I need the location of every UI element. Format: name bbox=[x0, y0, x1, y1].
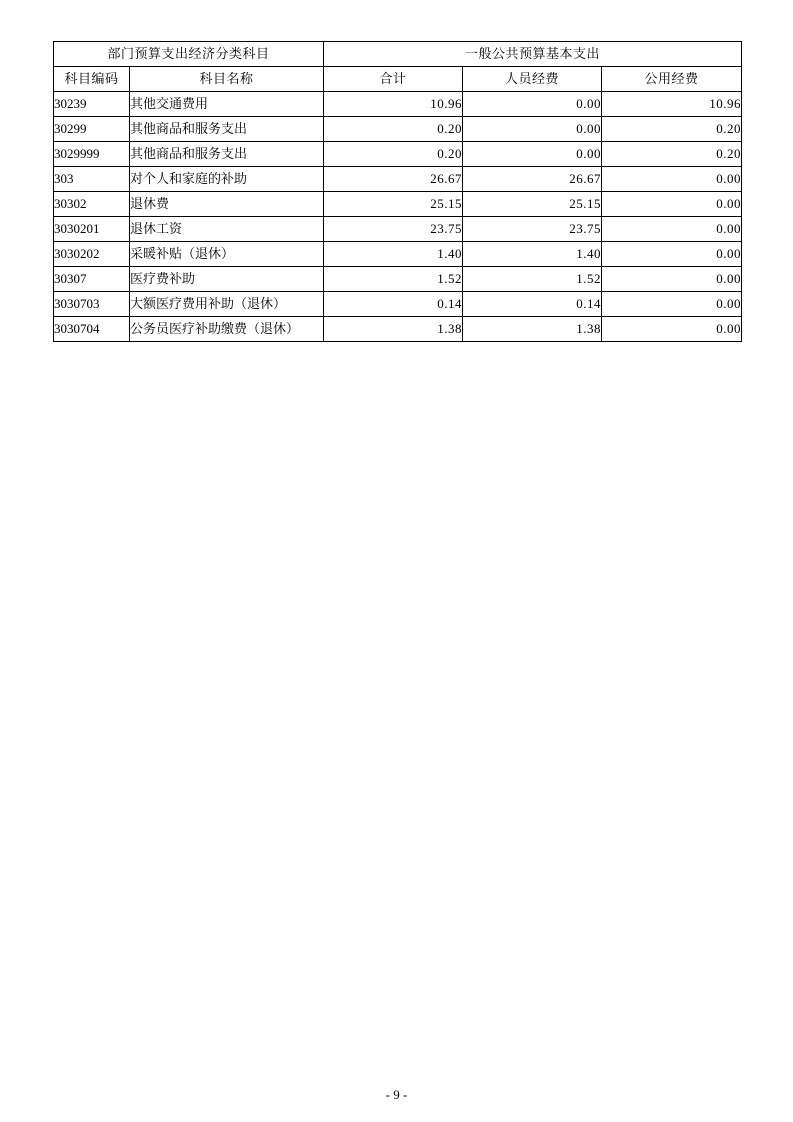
cell-total: 25.15 bbox=[324, 192, 463, 217]
table-row bbox=[54, 192, 742, 217]
cell-total: 26.67 bbox=[324, 167, 463, 192]
cell-personnel: 26.67 bbox=[463, 167, 602, 192]
page-number: - 9 - bbox=[385, 1087, 408, 1102]
cell-personnel: 1.52 bbox=[463, 267, 602, 292]
budget-expenditure-table bbox=[53, 41, 742, 342]
cell-total: 1.40 bbox=[324, 242, 463, 267]
cell-public: 0.00 bbox=[602, 317, 742, 342]
column-header-name: 科目名称 bbox=[130, 67, 324, 92]
cell-personnel: 1.38 bbox=[463, 317, 602, 342]
cell-total: 23.75 bbox=[324, 217, 463, 242]
cell-public: 10.96 bbox=[602, 92, 742, 117]
cell-name: 退休工资 bbox=[130, 217, 324, 242]
cell-total: 1.52 bbox=[324, 267, 463, 292]
cell-name: 其他商品和服务支出 bbox=[130, 117, 324, 142]
cell-total: 0.14 bbox=[324, 292, 463, 317]
table-row bbox=[54, 217, 742, 242]
cell-name: 其他交通费用 bbox=[130, 92, 324, 117]
cell-name: 采暖补贴（退休） bbox=[130, 242, 324, 267]
cell-public: 0.00 bbox=[602, 242, 742, 267]
table-row bbox=[54, 92, 742, 117]
column-header-public: 公用经费 bbox=[602, 67, 742, 92]
table-column-header-row bbox=[54, 67, 742, 92]
cell-code: 3030202 bbox=[54, 242, 130, 267]
column-header-code: 科目编码 bbox=[54, 67, 130, 92]
cell-name: 对个人和家庭的补助 bbox=[130, 167, 324, 192]
cell-code: 303 bbox=[54, 167, 130, 192]
table-row bbox=[54, 292, 742, 317]
cell-public: 0.20 bbox=[602, 117, 742, 142]
cell-code: 3030703 bbox=[54, 292, 130, 317]
cell-name: 退休费 bbox=[130, 192, 324, 217]
cell-personnel: 0.00 bbox=[463, 142, 602, 167]
cell-public: 0.00 bbox=[602, 217, 742, 242]
cell-total: 1.38 bbox=[324, 317, 463, 342]
group-header-left: 部门预算支出经济分类科目 bbox=[54, 42, 324, 67]
cell-name: 其他商品和服务支出 bbox=[130, 142, 324, 167]
table-row bbox=[54, 167, 742, 192]
cell-public: 0.00 bbox=[602, 167, 742, 192]
cell-personnel: 0.14 bbox=[463, 292, 602, 317]
cell-total: 0.20 bbox=[324, 142, 463, 167]
cell-personnel: 23.75 bbox=[463, 217, 602, 242]
column-header-personnel: 人员经费 bbox=[463, 67, 602, 92]
cell-code: 30239 bbox=[54, 92, 130, 117]
cell-name: 医疗费补助 bbox=[130, 267, 324, 292]
table-row bbox=[54, 117, 742, 142]
cell-public: 0.00 bbox=[602, 192, 742, 217]
cell-personnel: 0.00 bbox=[463, 92, 602, 117]
table-row bbox=[54, 317, 742, 342]
column-header-total: 合计 bbox=[324, 67, 463, 92]
cell-public: 0.00 bbox=[602, 267, 742, 292]
table-row bbox=[54, 242, 742, 267]
group-header-right: 一般公共预算基本支出 bbox=[324, 42, 742, 67]
cell-code: 30302 bbox=[54, 192, 130, 217]
cell-name: 公务员医疗补助缴费（退休） bbox=[130, 317, 324, 342]
cell-code: 3030704 bbox=[54, 317, 130, 342]
cell-personnel: 25.15 bbox=[463, 192, 602, 217]
table-row bbox=[54, 142, 742, 167]
cell-public: 0.00 bbox=[602, 292, 742, 317]
cell-total: 10.96 bbox=[324, 92, 463, 117]
cell-code: 3030201 bbox=[54, 217, 130, 242]
cell-code: 30307 bbox=[54, 267, 130, 292]
table-group-header-row bbox=[54, 42, 742, 67]
table-row bbox=[54, 267, 742, 292]
cell-code: 3029999 bbox=[54, 142, 130, 167]
cell-personnel: 1.40 bbox=[463, 242, 602, 267]
cell-total: 0.20 bbox=[324, 117, 463, 142]
cell-code: 30299 bbox=[54, 117, 130, 142]
cell-name: 大额医疗费用补助（退休） bbox=[130, 292, 324, 317]
cell-public: 0.20 bbox=[602, 142, 742, 167]
cell-personnel: 0.00 bbox=[463, 117, 602, 142]
